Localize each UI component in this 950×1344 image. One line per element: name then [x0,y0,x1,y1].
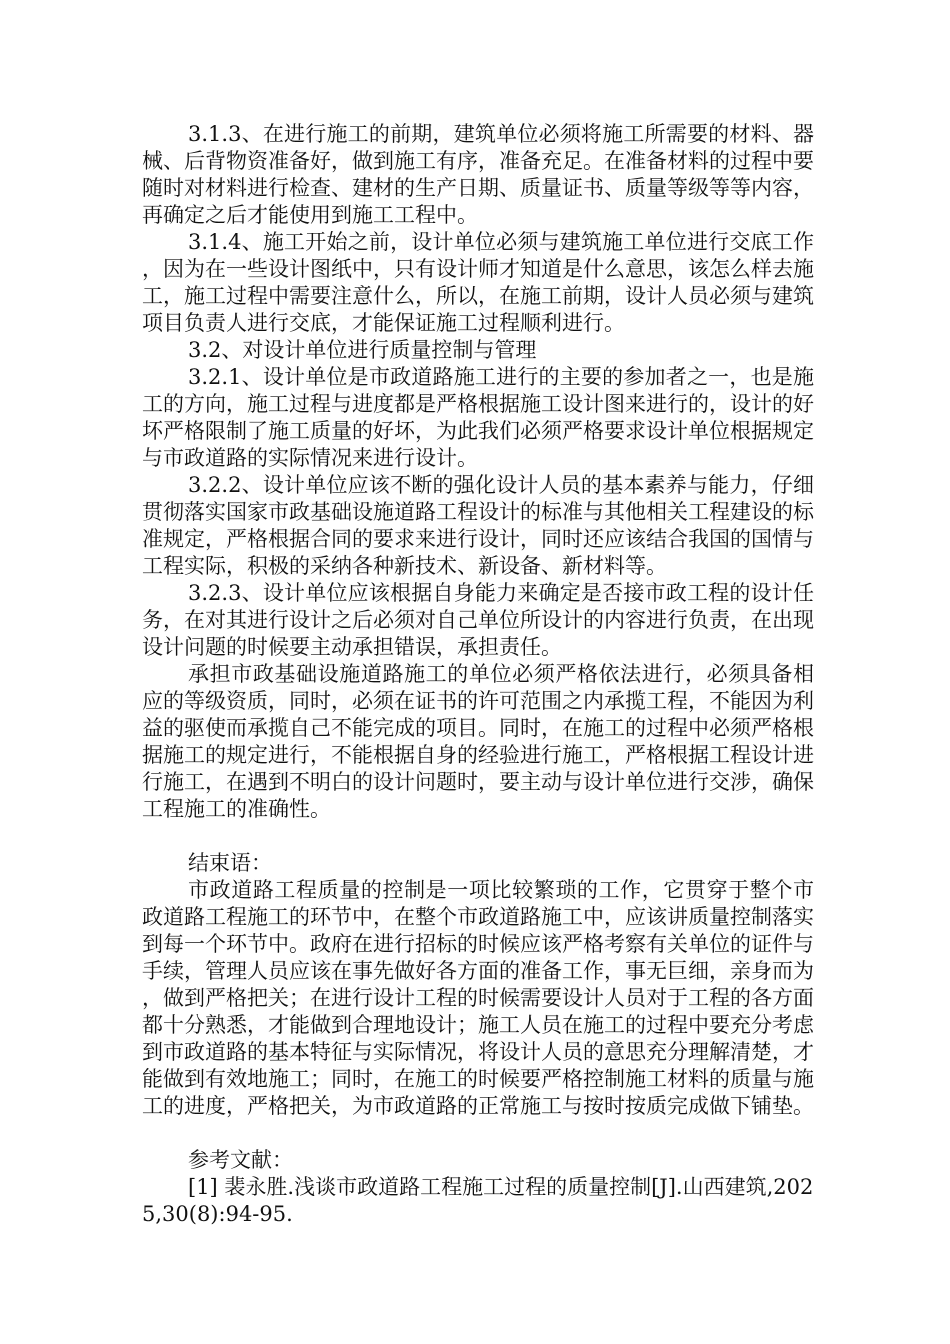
references-heading: 参考文献： [188,1148,293,1172]
document-page [142,121,814,1228]
spacer [142,1120,814,1147]
paragraph-3-2-1: 3.2.1、设计单位是市政道路施工进行的主要的参加者之一，也是施工的方向，施工过程与进度都是严格根据施工设计图来进行的，设计的好坏严格限制了施工质量的好坏，为此我们必须严格要求设计单位根据规定与市政道路的实际情况来进行设计。 [142,365,814,470]
section-heading-3-2: 3.2、对设计单位进行质量控制与管理 [188,338,537,362]
paragraph-3-1-4: 3.1.4、施工开始之前，设计单位必须与建筑施工单位进行交底工作，因为在一些设计图纸中，只有设计师才知道是什么意思，该怎么样去施工，施工过程中需要注意什么，所以，在施工前期，设计人员必须与建筑项目负责人进行交底，才能保证施工过程顺利进行。 [142,230,814,335]
conclusion-text: 市政道路工程质量的控制是一项比较繁琐的工作，它贯穿于整个市政道路工程施工的环节中，在整个市政道路施工中，应该讲质量控制落实到每一个环节中。政府在进行招标的时候应该严格考察有关单位的证件与手续，管理人员应该在事先做好各方面的准备工作，事无巨细，亲身而为，做到严格把关；在进行设计工程的时候需要设计人员对于工程的各方面都十分熟悉，才能做到合理地设计；施工人员在施工的过程中要充分考虑到市政道路的基本特征与实际情况，将设计人员的意思充分理解清楚，才能做到有效地施工；同时，在施工的时候要严格控制施工材料的质量与施工的进度，严格把关，为市政道路的正常施工与按时按质完成做下铺垫。 [142,878,814,1118]
paragraph-contractor: 承担市政基础设施道路施工的单位必须严格依法进行，必须具备相应的等级资质，同时，必须在证书的许可范围之内承揽工程，不能因为利益的驱使而承揽自己不能完成的项目。同时，在施工的过程中必须严格根据施工的规定进行，不能根据自身的经验进行施工，严格根据工程设计进行施工，在遇到不明白的设计问题时，要主动与设计单位进行交涉，确保工程施工的准确性。 [142,662,814,821]
paragraph-3-2-2: 3.2.2、设计单位应该不断的强化设计人员的基本素养与能力，仔细贯彻落实国家市政基础设施道路工程设计的标准与其他相关工程建设的标准规定，严格根据合同的要求来进行设计，同时还应该结合我国的国情与工程实际，积极的采纳各种新技术、新设备、新材料等。 [142,473,814,578]
reference-item-1: [1] 裴永胜.浅谈市政道路工程施工过程的质量控制[J].山西建筑,2025,30(8):94-95. [142,1175,814,1226]
paragraph-3-2-3: 3.2.3、设计单位应该根据自身能力来确定是否接市政工程的设计任务，在对其进行设计之后必须对自己单位所设计的内容进行负责，在出现设计问题的时候要主动承担错误，承担责任。 [142,581,814,659]
conclusion-heading: 结束语： [188,851,272,875]
spacer [142,823,814,850]
paragraph-3-1-3: 3.1.3、在进行施工的前期，建筑单位必须将施工所需要的材料、器械、后背物资准备好，做到施工有序，准备充足。在准备材料的过程中要随时对材料进行检查、建材的生产日期、质量证书、质量等级等等内容，再确定之后才能使用到施工工程中。 [142,122,814,227]
